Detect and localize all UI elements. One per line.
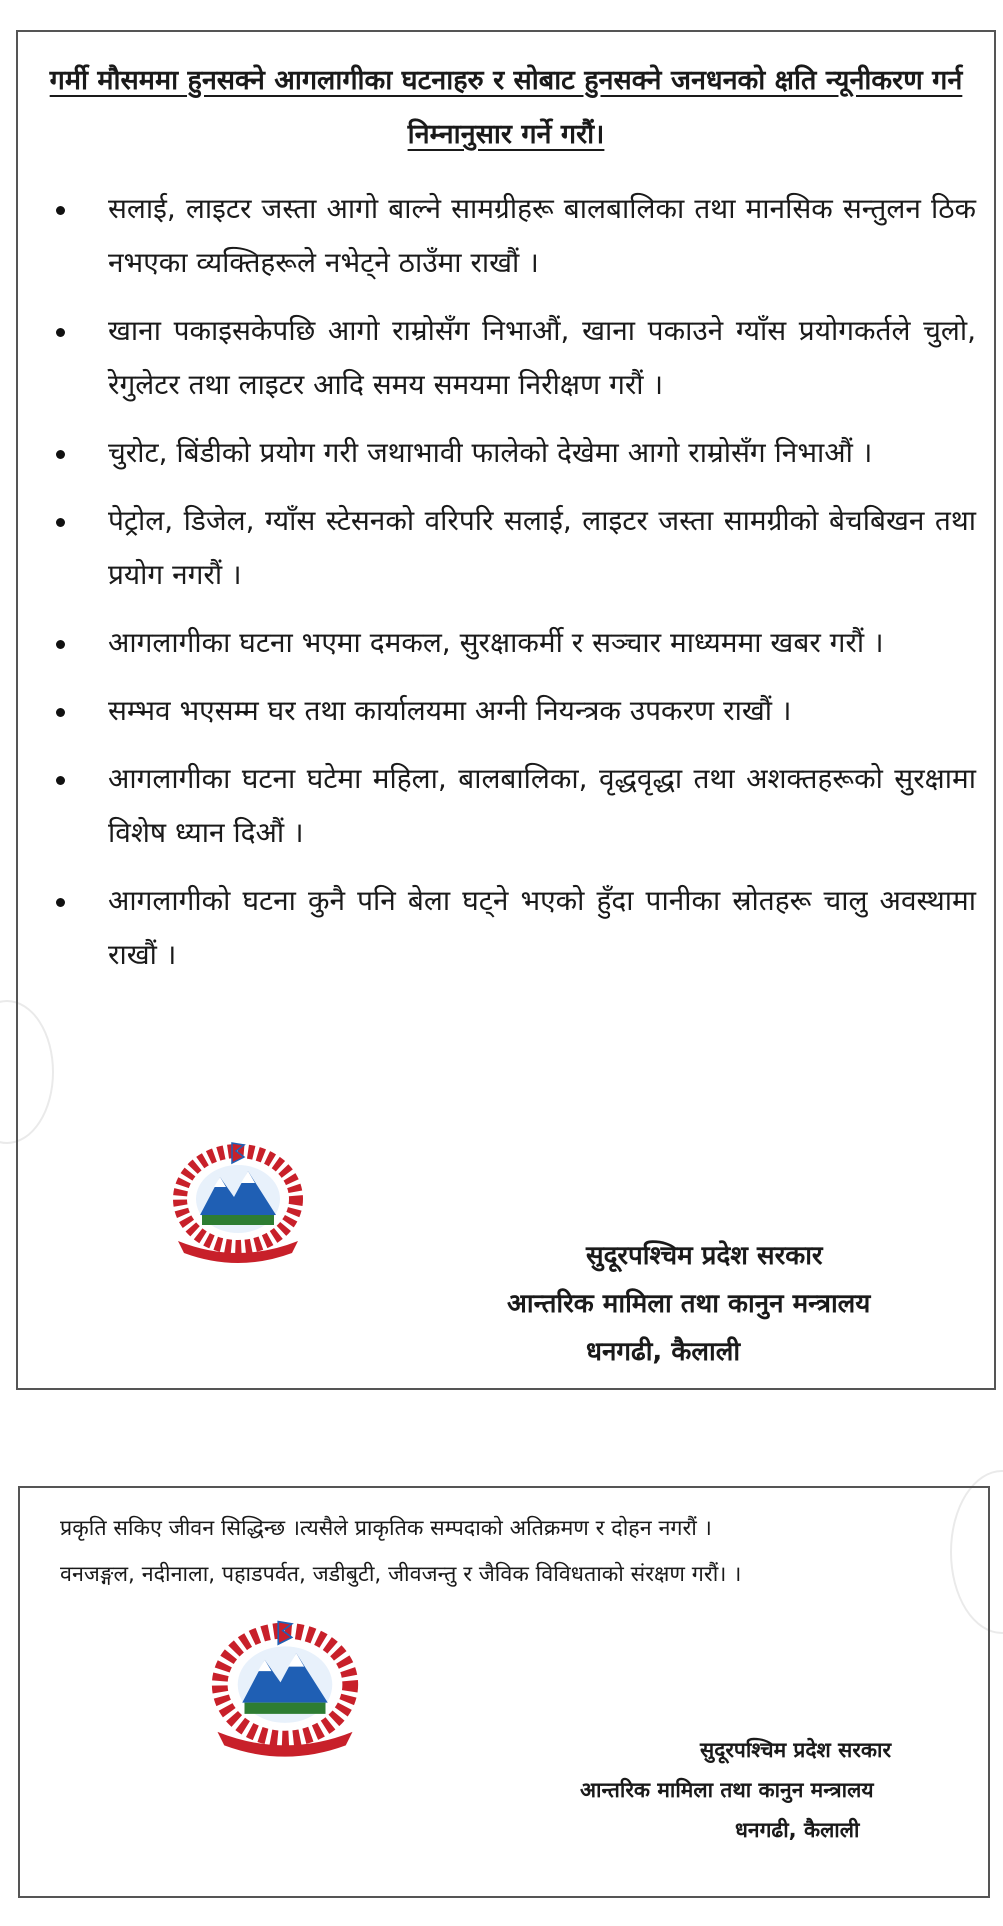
notice-title: गर्मी मौसममा हुनसक्ने आगलागीका घटनाहरु र सोबाट हुनसक्ने जनधनको क्षति न्यूनीकरण गर्न निम्नानुसार गर्ने गरौं। <box>49 65 963 150</box>
signature-line: धनगढी, कैलाली <box>586 1337 741 1367</box>
list-item: आगलागीका घटना भएमा दमकल, सुरक्षाकर्मी र सञ्चार माध्यममा खबर गरौं । <box>56 616 976 670</box>
bullet-icon <box>56 898 65 907</box>
list-item: सलाई, लाइटर जस्ता आगो बाल्ने सामग्रीहरू बालबालिका तथा मानसिक सन्तुलन ठिक नभएका व्यक्तिहरूले नभेट्ने ठाउँमा राखौं । <box>56 182 976 290</box>
bullet-icon <box>56 450 65 459</box>
bullet-icon <box>56 708 65 717</box>
signature-block <box>473 1232 973 1376</box>
list-item: खाना पकाइसकेपछि आगो राम्रोसँग निभाऔं, खाना पकाउने ग्याँस प्रयोगकर्तले चुलो, रेगुलेटर तथा लाइटर आदि समय समयमा निरीक्षण गरौं । <box>56 304 976 412</box>
government-emblem-icon <box>158 1137 318 1267</box>
list-item: चुरोट, बिंडीको प्रयोग गरी जथाभावी फालेको देखेमा आगो राम्रोसँग निभाऔं । <box>56 426 976 480</box>
message-line: प्रकृति सकिए जीवन सिद्धिन्छ ।त्यसैले प्राकृतिक सम्पदाको अतिक्रमण र दोहन नगरौं । <box>60 1516 712 1541</box>
signature-line: आन्तरिक मामिला तथा कानुन मन्त्रालय <box>507 1289 871 1319</box>
list-item: पेट्रोल, डिजेल, ग्याँस स्टेसनको वरिपरि सलाई, लाइटर जस्ता सामग्रीको बेचबिखन तथा प्रयोग नगरौं । <box>56 494 976 602</box>
bullet-icon <box>56 206 65 215</box>
signature-line: आन्तरिक मामिला तथा कानुन मन्त्रालय <box>580 1778 874 1802</box>
list-item: सम्भव भएसम्म घर तथा कार्यालयमा अग्नी नियन्त्रक उपकरण राखौं । <box>56 684 976 738</box>
notice-box <box>16 30 996 1390</box>
message-box <box>18 1486 990 1898</box>
list-item: आगलागीका घटना घटेमा महिला, बालबालिका, वृद्धवृद्धा तथा अशक्तहरूको सुरक्षामा विशेष ध्यान दिऔं । <box>56 752 976 860</box>
message-line: वनजङ्गल, नदीनाला, पहाडपर्वत, जडीबुटी, जीवजन्तु र जैविक विविधताको संरक्षण गरौं। । <box>60 1562 742 1587</box>
signature-line: धनगढी, कैलाली <box>735 1818 860 1842</box>
notice-bullet-list <box>56 182 976 996</box>
bullet-icon <box>56 640 65 649</box>
signature-block <box>580 1730 980 1850</box>
bullet-icon <box>56 328 65 337</box>
bullet-icon <box>56 776 65 785</box>
government-emblem-icon <box>195 1613 375 1763</box>
bullet-icon <box>56 518 65 527</box>
list-item: आगलागीको घटना कुनै पनि बेला घट्ने भएको हुँदा पानीका स्रोतहरू चालु अवस्थामा राखौं । <box>56 874 976 982</box>
signature-line: सुदूरपश्चिम प्रदेश सरकार <box>586 1241 823 1271</box>
signature-line: सुदूरपश्चिम प्रदेश सरकार <box>700 1738 892 1762</box>
